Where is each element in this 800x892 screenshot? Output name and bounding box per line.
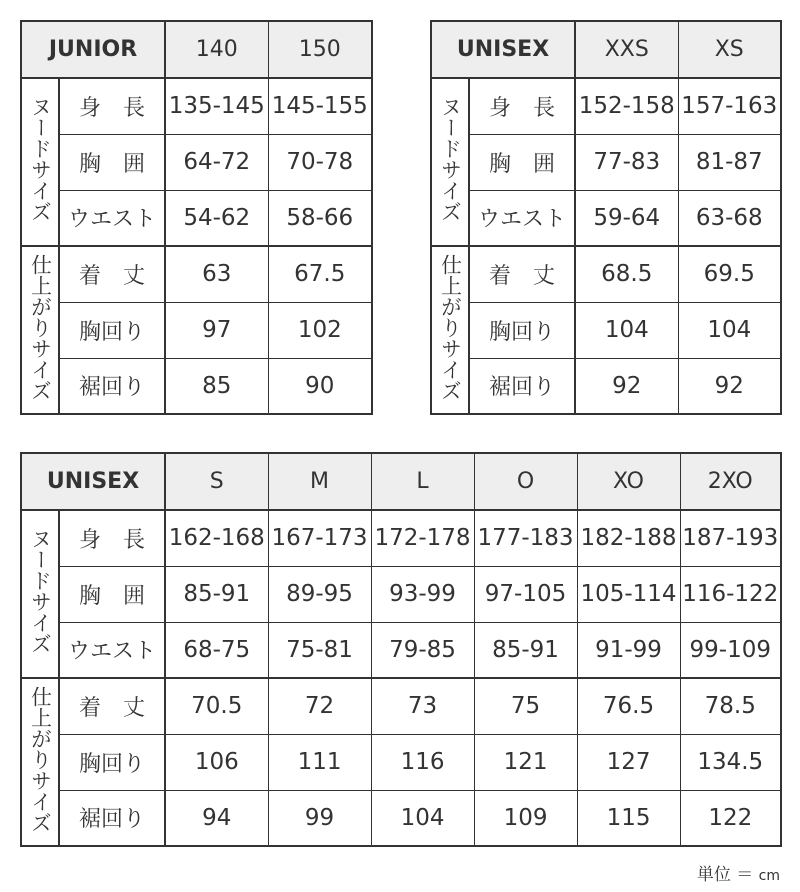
row-label-hem-around: 裾回り (469, 358, 575, 414)
table-cell: 85 (165, 358, 268, 414)
table-cell: 68-75 (165, 622, 268, 678)
table-cell: 162-168 (165, 510, 268, 566)
row-label-chest: 胸 囲 (59, 134, 165, 190)
table-cell: 93-99 (371, 566, 474, 622)
table-cell: 97 (165, 302, 268, 358)
row-label-length: 着 丈 (469, 246, 575, 302)
table-cell: 115 (577, 790, 680, 846)
table-cell: 68.5 (575, 246, 678, 302)
table-cell: 76.5 (577, 678, 680, 734)
table-cell: 63-68 (678, 190, 781, 246)
size-header: 2XO (680, 453, 781, 510)
row-label-height: 身 長 (59, 78, 165, 134)
table-cell: 104 (575, 302, 678, 358)
table-cell: 122 (680, 790, 781, 846)
table-cell: 106 (165, 734, 268, 790)
table-cell: 99 (268, 790, 371, 846)
table-cell: 91-99 (577, 622, 680, 678)
table-cell: 75-81 (268, 622, 371, 678)
table-cell: 92 (678, 358, 781, 414)
size-table-junior (20, 20, 373, 415)
row-label-height: 身 長 (59, 510, 165, 566)
table-cell: 177-183 (474, 510, 577, 566)
table-cell: 172-178 (371, 510, 474, 566)
table-cell: 81-87 (678, 134, 781, 190)
table-cell: 104 (678, 302, 781, 358)
table-title: UNISEX (21, 453, 165, 510)
row-label-waist: ウエスト (59, 622, 165, 678)
table-cell: 182-188 (577, 510, 680, 566)
table-cell: 157-163 (678, 78, 781, 134)
size-header: 140 (165, 21, 268, 78)
row-label-height: 身 長 (469, 78, 575, 134)
size-header: XO (577, 453, 680, 510)
group-label-finished (21, 246, 59, 414)
row-label-chest: 胸 囲 (469, 134, 575, 190)
table-cell: 105-114 (577, 566, 680, 622)
unit-note (697, 860, 780, 885)
unit-value: cm (758, 868, 780, 884)
table-title: JUNIOR (21, 21, 165, 78)
group-label-nude (21, 510, 59, 678)
table-cell: 64-72 (165, 134, 268, 190)
table-cell: 99-109 (680, 622, 781, 678)
size-header: L (371, 453, 474, 510)
table-cell: 85-91 (165, 566, 268, 622)
unit-label: 単位 ＝ (696, 865, 754, 885)
group-label-nude (431, 78, 469, 246)
table-cell: 111 (268, 734, 371, 790)
row-label-length: 着 丈 (59, 246, 165, 302)
row-label-chest-around: 胸回り (59, 734, 165, 790)
table-cell: 67.5 (268, 246, 372, 302)
table-cell: 77-83 (575, 134, 678, 190)
row-label-length: 着 丈 (59, 678, 165, 734)
table-cell: 75 (474, 678, 577, 734)
table-cell: 102 (268, 302, 372, 358)
table-cell: 116-122 (680, 566, 781, 622)
table-title: UNISEX (431, 21, 575, 78)
table-cell: 97-105 (474, 566, 577, 622)
size-header: 150 (268, 21, 372, 78)
row-label-chest-around: 胸回り (59, 302, 165, 358)
table-cell: 70.5 (165, 678, 268, 734)
group-label-finished (431, 246, 469, 414)
table-cell: 121 (474, 734, 577, 790)
row-label-chest: 胸 囲 (59, 566, 165, 622)
table-cell: 152-158 (575, 78, 678, 134)
table-cell: 89-95 (268, 566, 371, 622)
size-table-unisex-small (430, 20, 782, 415)
table-cell: 70-78 (268, 134, 372, 190)
row-label-waist: ウエスト (59, 190, 165, 246)
group-label-text: ヌードサイズ (438, 96, 463, 222)
table-cell: 135-145 (165, 78, 268, 134)
table-cell: 167-173 (268, 510, 371, 566)
table-cell: 58-66 (268, 190, 372, 246)
table-cell: 134.5 (680, 734, 781, 790)
size-table-unisex-large (20, 452, 782, 847)
size-header: S (165, 453, 268, 510)
group-label-text: ヌードサイズ (28, 528, 53, 654)
group-label-text: 仕上がりサイズ (438, 253, 463, 401)
group-label-text: ヌードサイズ (28, 96, 53, 222)
row-label-chest-around: 胸回り (469, 302, 575, 358)
group-label-text: 仕上がりサイズ (28, 253, 53, 401)
size-header: O (474, 453, 577, 510)
table-cell: 187-193 (680, 510, 781, 566)
table-cell: 59-64 (575, 190, 678, 246)
table-cell: 69.5 (678, 246, 781, 302)
table-cell: 94 (165, 790, 268, 846)
size-header: XS (678, 21, 781, 78)
table-cell: 127 (577, 734, 680, 790)
table-cell: 73 (371, 678, 474, 734)
group-label-finished (21, 678, 59, 846)
table-cell: 63 (165, 246, 268, 302)
table-cell: 145-155 (268, 78, 372, 134)
table-cell: 85-91 (474, 622, 577, 678)
row-label-hem-around: 裾回り (59, 790, 165, 846)
table-cell: 116 (371, 734, 474, 790)
row-label-hem-around: 裾回り (59, 358, 165, 414)
row-label-waist: ウエスト (469, 190, 575, 246)
group-label-nude (21, 78, 59, 246)
table-cell: 109 (474, 790, 577, 846)
group-label-text: 仕上がりサイズ (28, 685, 53, 833)
table-cell: 92 (575, 358, 678, 414)
table-cell: 79-85 (371, 622, 474, 678)
size-header: M (268, 453, 371, 510)
table-cell: 72 (268, 678, 371, 734)
table-cell: 78.5 (680, 678, 781, 734)
table-cell: 104 (371, 790, 474, 846)
table-cell: 90 (268, 358, 372, 414)
size-header: XXS (575, 21, 678, 78)
table-cell: 54-62 (165, 190, 268, 246)
